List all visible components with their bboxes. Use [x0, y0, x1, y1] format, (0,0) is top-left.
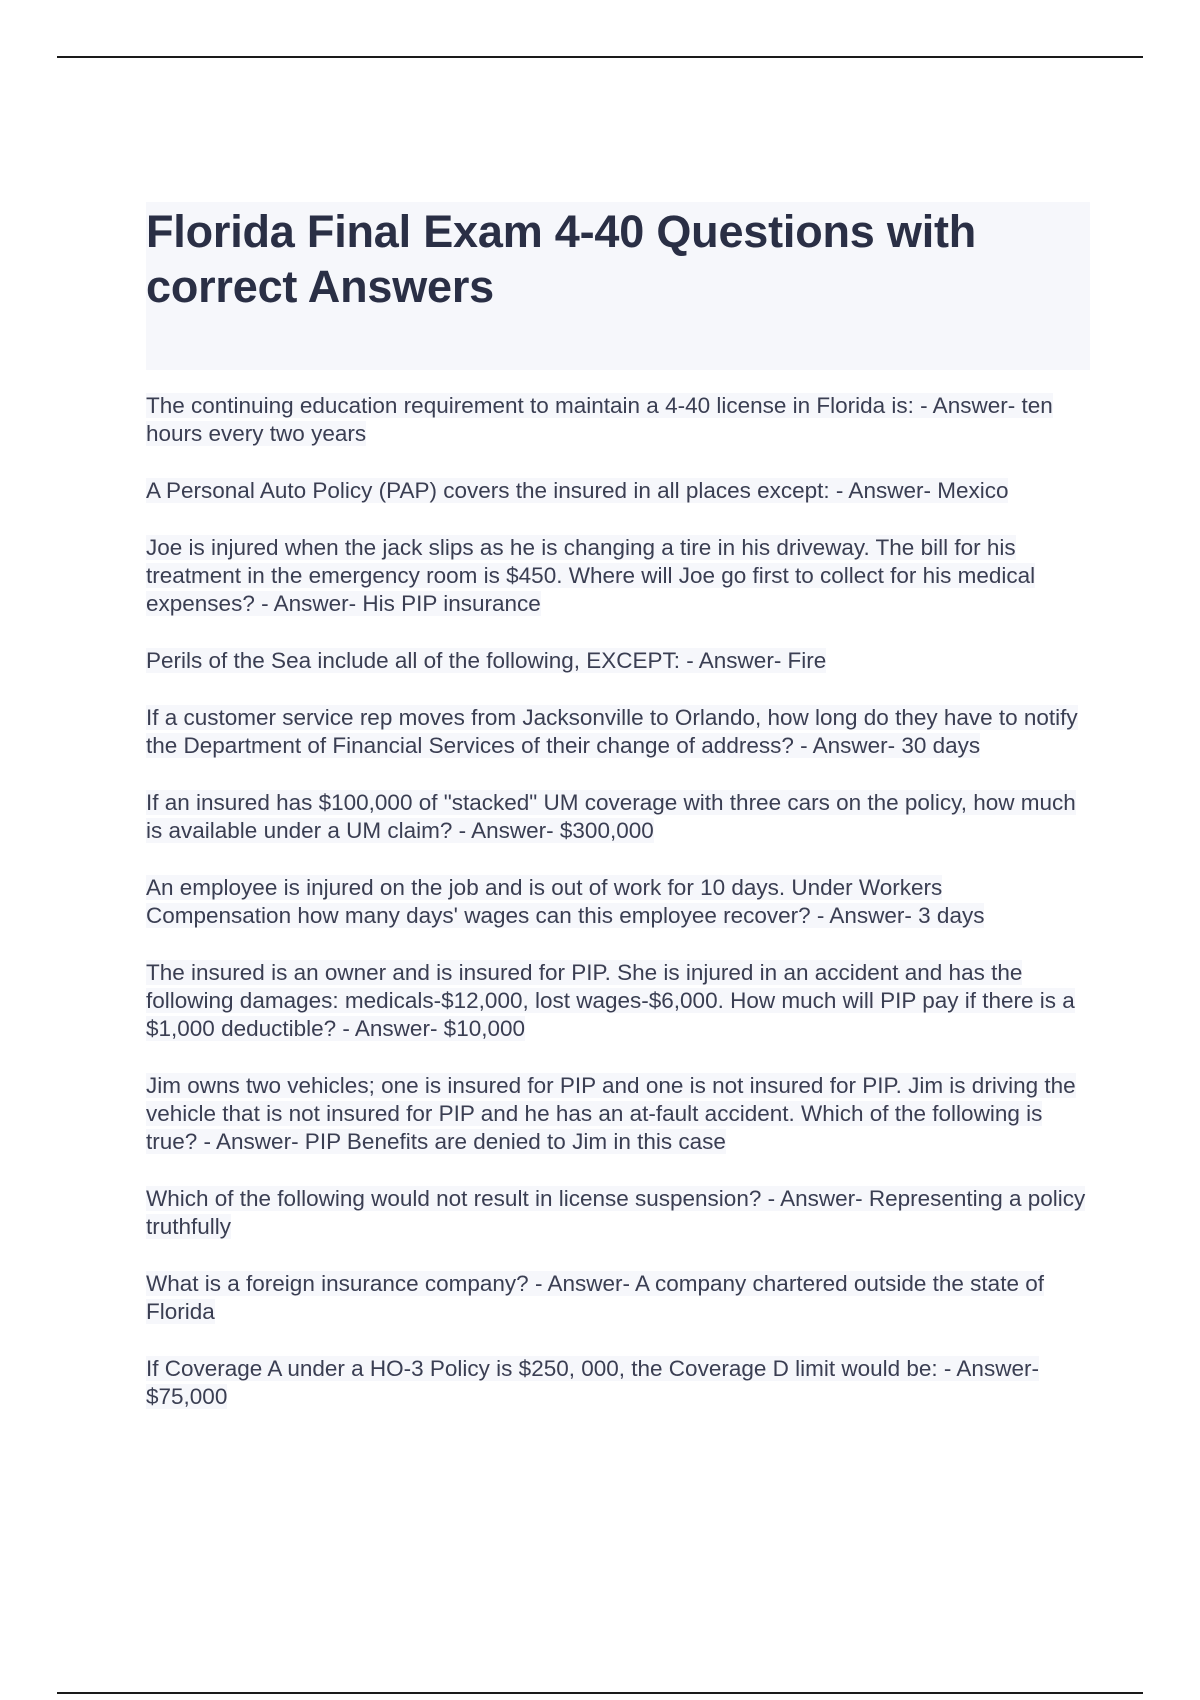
qa-item-2	[146, 477, 1090, 505]
qa-text: The continuing education requirement to maintain a 4-40 license in Florida is: - Answer- ten hours every two years	[146, 393, 1053, 446]
qa-text: Joe is injured when the jack slips as he is changing a tire in his driveway. The bill for his treatment in the emergency room is $450. Where will Joe go first to collect for his medical expenses? - Answer- His PIP insurance	[146, 535, 1036, 616]
qa-item-4	[146, 647, 1090, 675]
qa-text: The insured is an owner and is insured for PIP. She is injured in an accident and has the following damages: medicals-$12,000, lost wages-$6,000. How much will PIP pay if there is a $1,000 deductible? - Answer- $10,000	[146, 960, 1075, 1041]
qa-item-8	[146, 959, 1090, 1043]
qa-item-5	[146, 704, 1090, 760]
document-body	[146, 202, 1090, 1440]
title-block	[146, 202, 1090, 370]
qa-text: A Personal Auto Policy (PAP) covers the insured in all places except: - Answer- Mexico	[146, 478, 1009, 503]
qa-item-10	[146, 1185, 1090, 1241]
qa-item-7	[146, 874, 1090, 930]
qa-text: Which of the following would not result in license suspension? - Answer- Representing a policy truthfully	[146, 1186, 1086, 1239]
qa-text: Perils of the Sea include all of the following, EXCEPT: - Answer- Fire	[146, 648, 827, 673]
qa-item-12	[146, 1355, 1090, 1411]
qa-item-3	[146, 534, 1090, 618]
qa-list	[146, 392, 1090, 1411]
bottom-rule	[57, 1692, 1143, 1694]
top-rule	[57, 56, 1143, 58]
qa-item-9	[146, 1072, 1090, 1156]
qa-text: What is a foreign insurance company? - Answer- A company chartered outside the state of Florida	[146, 1271, 1044, 1324]
qa-text: If an insured has $100,000 of "stacked" UM coverage with three cars on the policy, how much is available under a UM claim? - Answer- $300,000	[146, 790, 1076, 843]
qa-text: If Coverage A under a HO-3 Policy is $250, 000, the Coverage D limit would be: - Answer- $75,000	[146, 1356, 1039, 1409]
qa-item-11	[146, 1270, 1090, 1326]
qa-item-1	[146, 392, 1090, 448]
qa-text: Jim owns two vehicles; one is insured for PIP and one is not insured for PIP. Jim is driving the vehicle that is not insured for PIP and he has an at-fault accident. Which of the following is true? - Answer- PIP Benefits are denied to Jim in this case	[146, 1073, 1076, 1154]
qa-item-6	[146, 789, 1090, 845]
document-title: Florida Final Exam 4-40 Questions with correct Answers	[146, 206, 977, 312]
qa-text: An employee is injured on the job and is out of work for 10 days. Under Workers Compensation how many days' wages can this employee recover? - Answer- 3 days	[146, 875, 985, 928]
qa-text: If a customer service rep moves from Jacksonville to Orlando, how long do they have to notify the Department of Financial Services of their change of address? - Answer- 30 days	[146, 705, 1078, 758]
